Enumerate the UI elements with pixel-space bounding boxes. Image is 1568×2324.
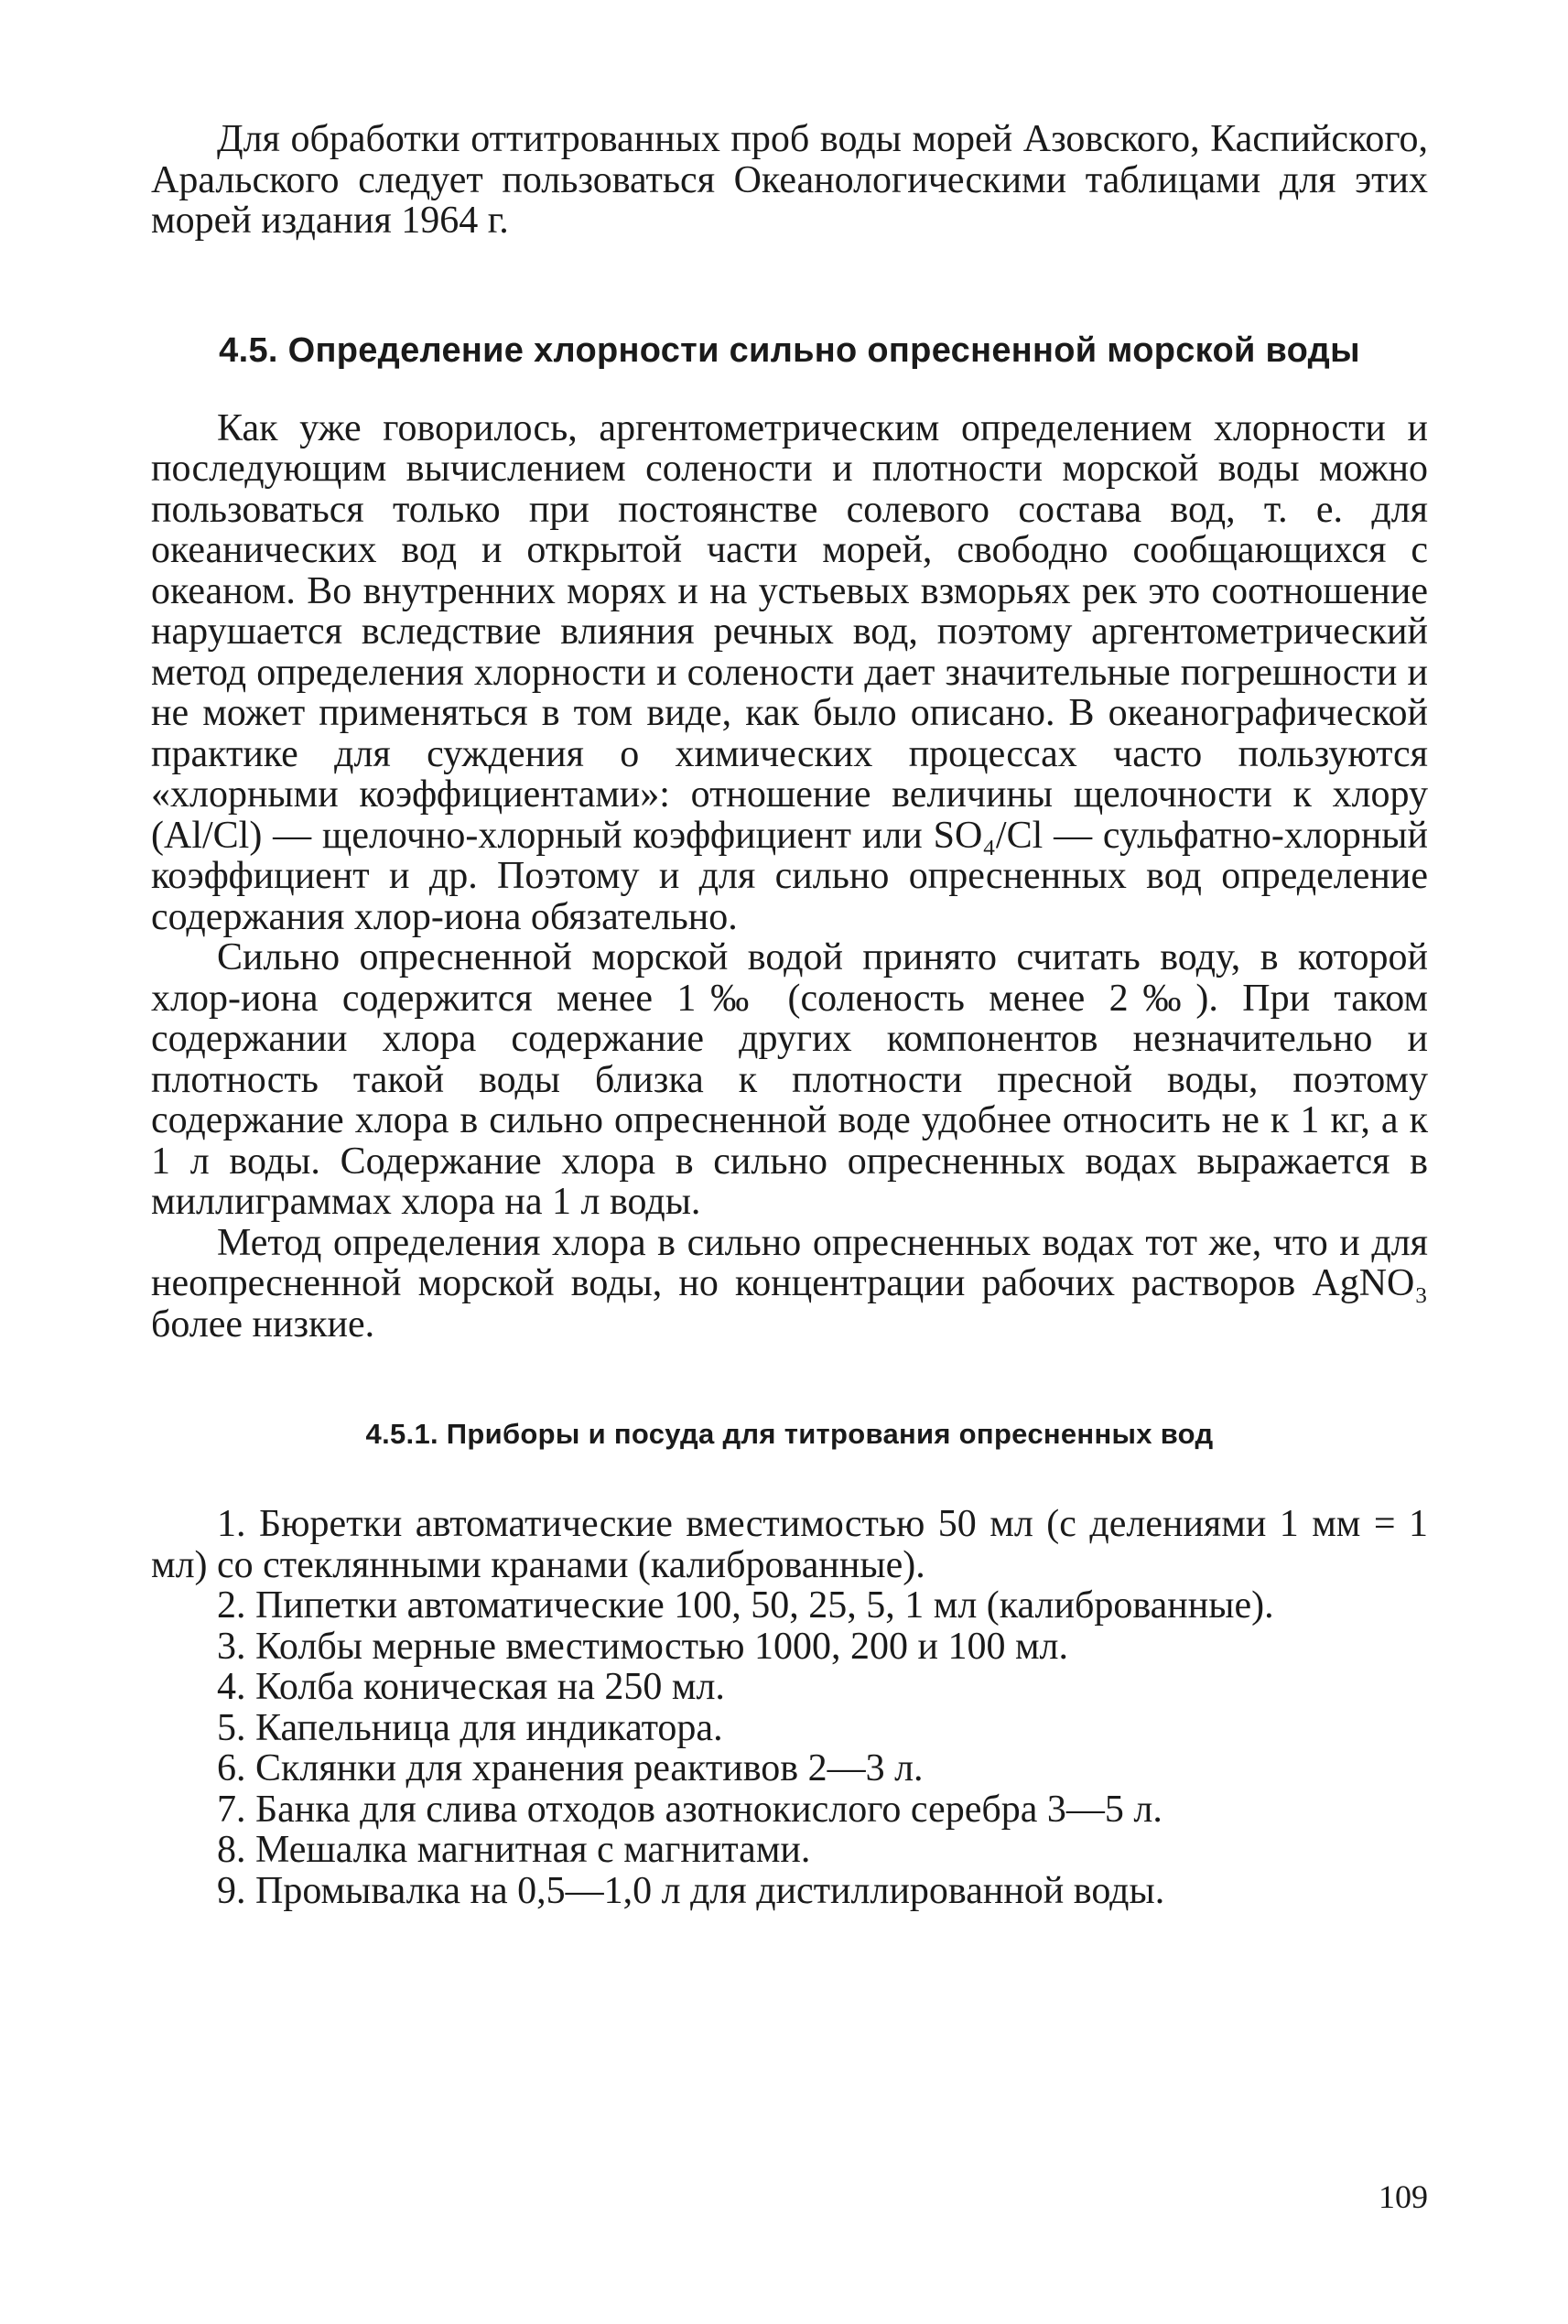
body-paragraph: Метод определения хлора в сильно опресненных водах тот же, что и для неопресненной морской воды, но концентрации рабочих растворов AgNO₃ более низкие. <box>151 1221 1428 1346</box>
list-item: 8. Мешалка магнитная с магнитами. <box>217 1829 811 1871</box>
list-item: 2. Пипетки автоматические 100, 50, 25, 5, 1 мл (калиброванные). <box>217 1584 1274 1627</box>
list-item: 6. Склянки для хранения реактивов 2—3 л. <box>217 1747 924 1789</box>
list-item: 7. Банка для слива отходов азотнокислого серебра 3—5 л. <box>217 1788 1162 1831</box>
section-heading-4-5-1: 4.5.1. Приборы и посуда для титрования опресненных вод <box>365 1418 1214 1450</box>
list-item: 9. Промывалка на 0,5—1,0 л для дистиллированной воды. <box>217 1869 1165 1912</box>
page-content <box>151 119 1428 1911</box>
body-paragraph: Как уже говорилось, аргентометрическим определением хлорности и последующим вычислением солености и плотности морской воды можно пользоваться только при постоянстве солевого состава вод, т. е. для океанических вод и открытой части морей, свободно сообщающихся с океаном. Во внутренних морях и на устьевых взморьях рек это соотношение нарушается вследствие влияния речных вод, поэтому аргентометрический метод определения хлорности и солености дает значительные погрешности и не может применяться в том виде, как было описано. В океанографической практике для суждения о химических процессах часто пользуются «хлорными коэффициентами»: отношение величины щелочности к хлору (Al/Cl) — щелочно-хлорный коэффициент или SO₄/Cl — сульфатно-хлорный коэффициент и др. Поэтому и для сильно опресненных вод определение содержания хлор-иона обязательно. <box>151 406 1428 938</box>
list-item: 3. Колбы мерные вместимостью 1000, 200 и 100 мл. <box>217 1625 1068 1668</box>
equipment-list <box>151 1504 1428 1911</box>
section-heading-4-5: 4.5. Определение хлорности сильно опресненной морской воды <box>219 330 1360 370</box>
intro-paragraph: Для обработки оттитрованных проб воды морей Азовского, Каспийского, Аральского следует пользоваться Океанологическими таблицами для этих морей издания 1964 г. <box>151 118 1428 242</box>
page-number: 109 <box>1379 2178 1428 2215</box>
body-paragraph: Сильно опресненной морской водой принято считать воду, в которой хлор-иона содержится менее 1‰ (соленость менее 2‰). При таком содержании хлора содержание других компонентов незначительно и плотность такой воды близка к плотности пресной воды, поэтому содержание хлора в сильно опресненной воде удобнее относить не к 1 кг, а к 1 л воды. Содержание хлора в сильно опресненных водах выражается в миллиграммах хлора на 1 л воды. <box>151 936 1428 1223</box>
list-item: 5. Капельница для индикатора. <box>217 1706 723 1749</box>
list-item: 1. Бюретки автоматические вместимостью 50 мл (с делениями 1 мм = 1 мл) со стеклянными кранами (калиброванные). <box>151 1503 1428 1586</box>
list-item: 4. Колба коническая на 250 мл. <box>217 1666 725 1708</box>
